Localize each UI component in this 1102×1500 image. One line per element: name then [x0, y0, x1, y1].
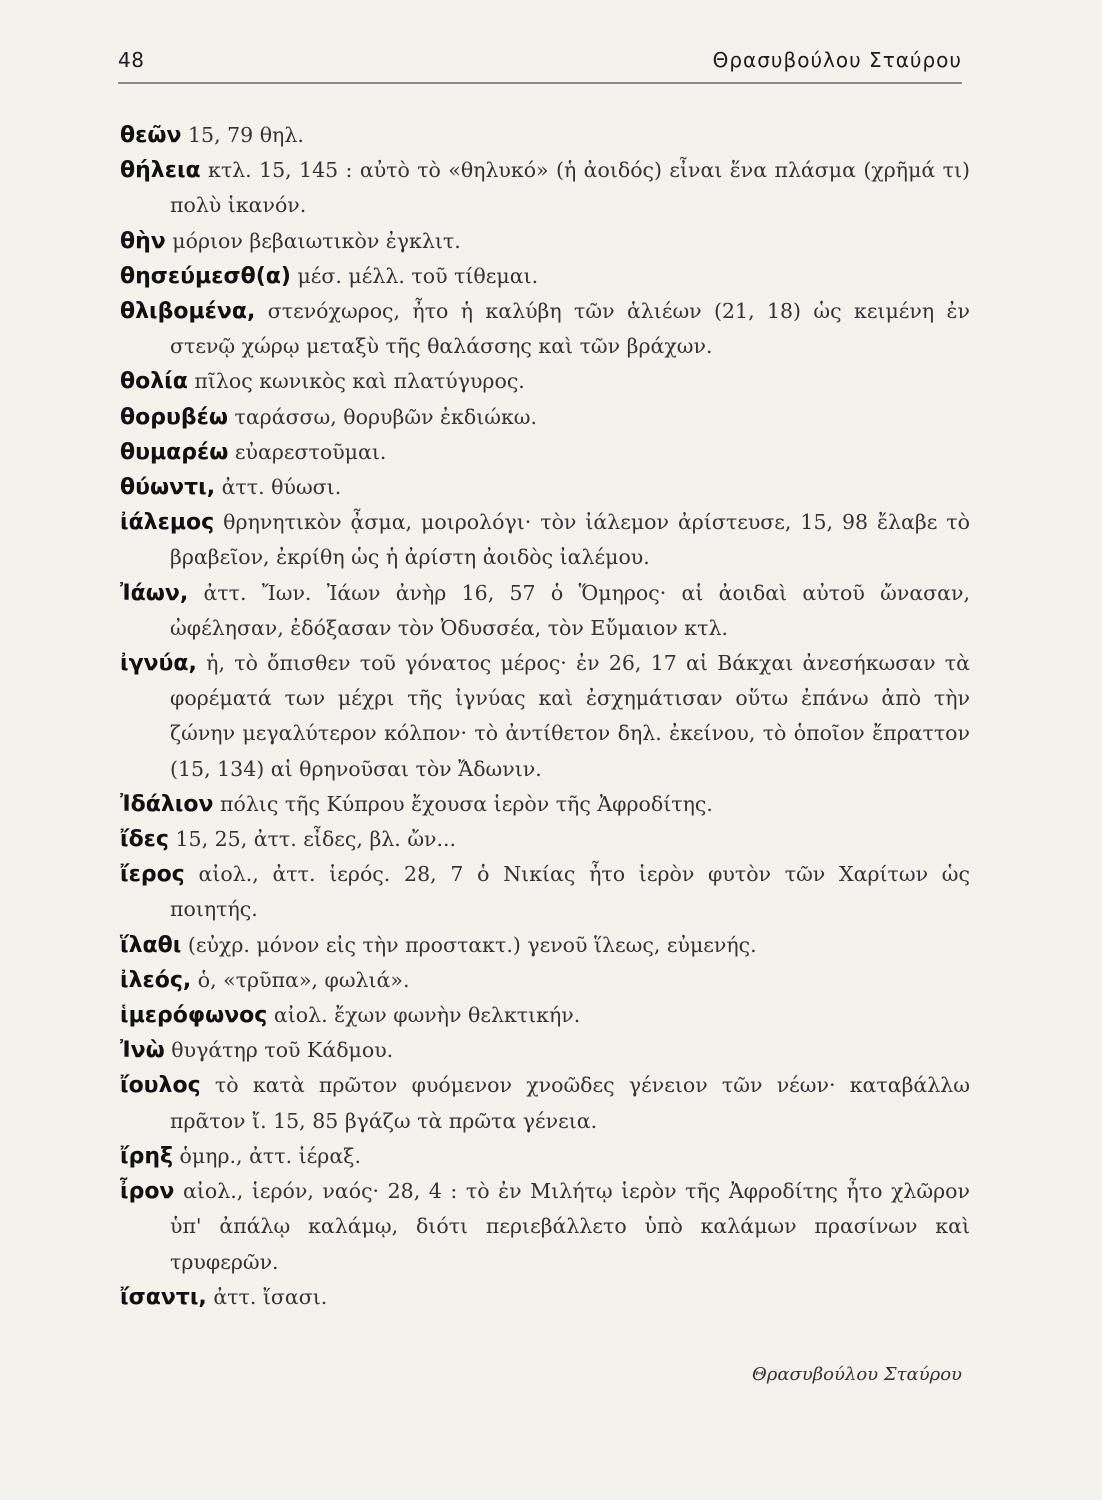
headword: ἶρον [120, 1179, 175, 1205]
glossary-entry [120, 153, 970, 223]
headword: ἵλαθι [120, 932, 182, 958]
headword: Ἰάων, [120, 580, 189, 606]
glossary-entries [120, 118, 970, 1315]
glossary-entry [120, 576, 970, 646]
glossary-entry [120, 259, 970, 294]
definition: 15, 25, ἀττ. εἶδες, βλ. ὤν... [175, 827, 457, 852]
headword: θήλεια [120, 158, 201, 184]
glossary-entry [120, 1139, 970, 1174]
definition: μέσ. μέλλ. τοῦ τίθεμαι. [297, 263, 539, 288]
definition: ἀττ. Ἴων. Ἰάων ἀνὴρ 16, 57 ὁ Ὅμηρος· αἱ ἀοιδαὶ αὐτοῦ ὤνασαν, ὠφέλησαν, ἐδόξασαν τὸν Ὀδυσσέα, τὸν Εὔμαιον κτλ. [170, 580, 970, 640]
glossary-entry [120, 857, 970, 927]
headword: ἰγνύα, [120, 651, 197, 677]
headword: Ἰνὼ [120, 1038, 165, 1064]
definition: στενόχωρος, ἦτο ἡ καλύβη τῶν ἁλιέων (21, 18) ὡς κειμένη ἐν στενῷ χώρῳ μεταξὺ τῆς θαλάσσης καὶ τῶν βράχων. [170, 299, 970, 359]
headword: θεῶν [120, 123, 182, 148]
glossary-entry [120, 118, 970, 153]
headword: θύωντι, [120, 475, 216, 501]
definition: αἰολ., ἀττ. ἱερός. 28, 7 ὁ Νικίας ἦτο ἱερὸν φυτὸν τῶν Χαρίτων ὡς ποιητής. [170, 862, 970, 922]
definition: πόλις τῆς Κύπρου ἔχουσα ἱερὸν τῆς Ἀφροδίτης. [220, 791, 713, 816]
definition: θυγάτηρ τοῦ Κάδμου. [171, 1038, 394, 1063]
glossary-entry [120, 928, 970, 963]
definition: ὁ, «τρῦπα», φωλιά». [197, 967, 410, 992]
glossary-entry [120, 998, 970, 1033]
definition: θρηνητικὸν ᾆσμα, μοιρολόγι· τὸν ἰάλεμον ἀρίστευσε, 15, 98 ἔλαβε τὸ βραβεῖον, ἐκρίθη ὡς ἡ ἀρίστη ἀοιδὸς ἰαλέμου. [170, 510, 970, 570]
headword: ἴερος [120, 862, 185, 888]
definition: αἰολ. ἔχων φωνὴν θελκτικήν. [273, 1003, 581, 1028]
headword: θὴν [120, 228, 166, 254]
definition: (εὐχρ. μόνον εἰς τὴν προστακτ.) γενοῦ ἵλεως, εὐμενής. [187, 932, 757, 957]
headword: ἰλεός, [120, 967, 192, 993]
page-number: 48 [118, 48, 145, 72]
definition: εὐαρεστοῦμαι. [234, 439, 387, 464]
glossary-entry [120, 646, 970, 787]
glossary-entry [120, 294, 970, 364]
glossary-entry [120, 470, 970, 505]
definition: πῖλος κωνικὸς καὶ πλατύγυρος. [194, 369, 525, 394]
headword: ἰάλεμος [120, 510, 215, 536]
definition: ἡ, τὸ ὄπισθεν τοῦ γόνατος μέρος· ἐν 26, 17 αἱ Βάκχαι ἀνεσήκωσαν τὰ φορέματά των μέχρι τῆς ἰγνύας καὶ ἐσχημάτισαν οὕτω ἐπάνω ἀπὸ τὴν ζώνην μεγαλύτερον κόλπον· τὸ ἀντίθετον δηλ. ἐκείνου, τὸ ὁποῖον ἔπραττον (15, 134) αἱ θρηνοῦσαι τὸν Ἄδωνιν. [170, 651, 970, 781]
glossary-entry [120, 963, 970, 998]
headword: ἴδες [120, 827, 169, 853]
glossary-entry [120, 822, 970, 857]
headword: ἴουλος [120, 1073, 201, 1099]
glossary-entry [120, 1068, 970, 1138]
glossary-entry [120, 224, 970, 259]
page-header [118, 48, 962, 82]
definition: μόριον βεβαιωτικὸν ἐγκλιτ. [172, 228, 461, 253]
running-head: Θρασυβούλου Σταύρου [712, 48, 962, 72]
headword: θορυβέω [120, 404, 228, 430]
glossary-entry [120, 400, 970, 435]
headword: θολία [120, 369, 188, 395]
glossary-entry [120, 505, 970, 575]
glossary-entry [120, 435, 970, 470]
glossary-entry [120, 1033, 970, 1068]
definition: κτλ. 15, 145 : αὐτὸ τὸ «θηλυκό» (ἡ ἀοιδός) εἶναι ἕνα πλάσμα (χρῆμά τι) πολὺ ἱκανόν. [170, 158, 970, 218]
glossary-entry [120, 1174, 970, 1280]
definition: ταράσσω, θορυβῶν ἐκδιώκω. [234, 404, 537, 429]
definition: 15, 79 θηλ. [188, 123, 304, 147]
header-rule [118, 82, 962, 84]
headword: θλιβομένα, [120, 299, 256, 325]
definition: τὸ κατὰ πρῶτον φυόμενον χνοῶδες γένειον τῶν νέων· καταβάλλω πρᾶτον ἴ. 15, 85 βγάζω τὰ πρῶτα γένεια. [170, 1073, 970, 1133]
glossary-entry [120, 1280, 970, 1315]
glossary-entry [120, 787, 970, 822]
headword: ἱμερόφωνος [120, 1003, 268, 1029]
definition: ἀττ. θύωσι. [221, 475, 342, 500]
author-signature: Θρασυβούλου Σταύρου [752, 1364, 962, 1385]
definition: ὁμηρ., ἀττ. ἱέραξ. [179, 1143, 361, 1168]
headword: Ἰδάλιον [120, 791, 214, 817]
headword: ἴσαντι, [120, 1284, 207, 1310]
definition: αἰολ., ἱερόν, ναός· 28, 4 : τὸ ἐν Μιλήτῳ ἱερὸν τῆς Ἀφροδίτης ἦτο χλῶρον ὑπ' ἀπάλῳ καλάμῳ, διότι περιεβάλλετο ὑπὸ καλάμων πρασίνων καὶ τρυφερῶν. [170, 1179, 970, 1274]
glossary-entry [120, 364, 970, 399]
definition: ἀττ. ἴσασι. [213, 1284, 328, 1309]
headword: θυμαρέω [120, 439, 229, 465]
headword: θησεύμεσθ(α) [120, 263, 291, 289]
headword: ἴρηξ [120, 1143, 173, 1169]
